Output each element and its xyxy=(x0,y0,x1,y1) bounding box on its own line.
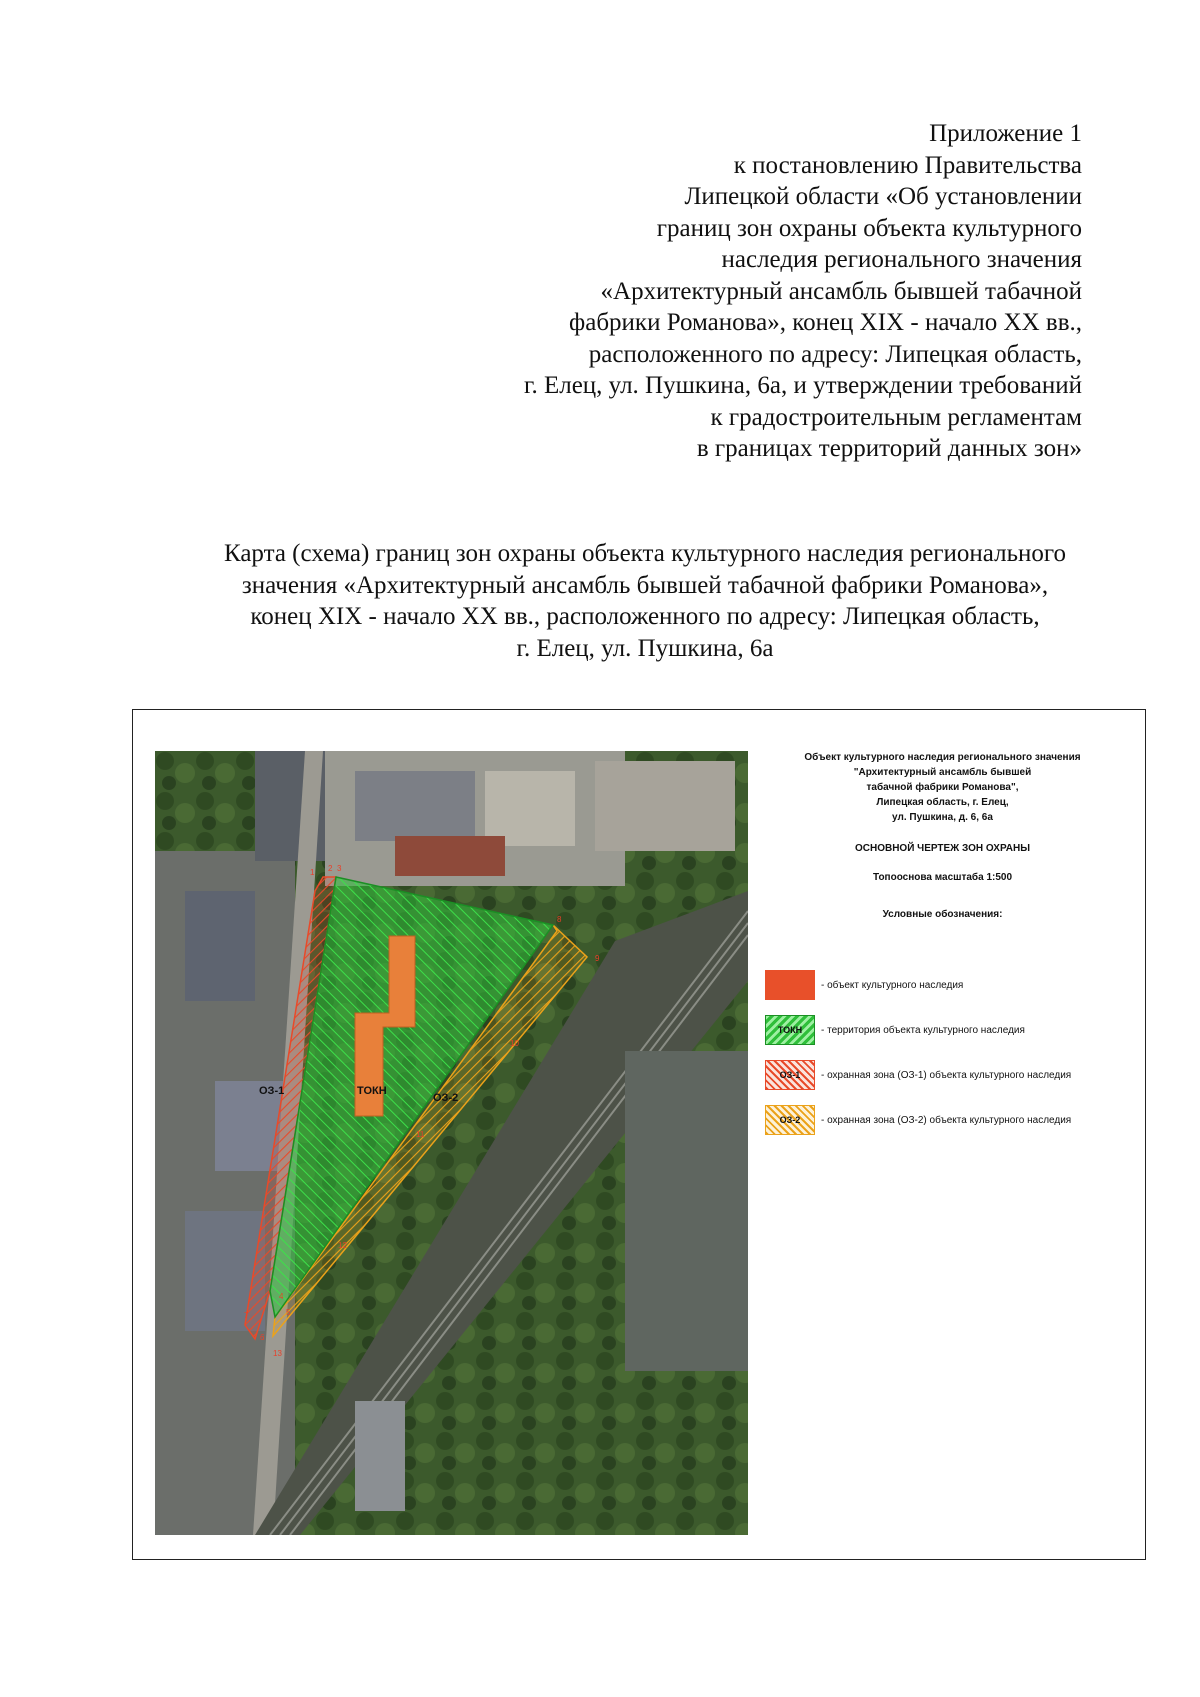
symbols-title: Условные обозначения: xyxy=(882,909,1003,920)
appendix-line: к градостроительным регламентам xyxy=(710,403,1082,431)
legend-swatch-oz2 xyxy=(765,1105,815,1135)
point-number: 13 xyxy=(273,1349,282,1358)
map-title-line: г. Елец, ул. Пушкина, 6а xyxy=(516,634,774,662)
map-legend xyxy=(765,750,1120,1126)
legend-swatch-code: ОЗ-2 xyxy=(779,1115,801,1125)
point-number: 9 xyxy=(595,954,600,963)
appendix-line: расположенного по адресу: Липецкая область, xyxy=(588,340,1082,368)
map-title-line: конец XIX - начало XX вв., расположенного по адресу: Липецкая область, xyxy=(250,603,1040,630)
label-oz1: ОЗ-1 xyxy=(259,1085,285,1097)
legend-item-text: - охранная зона (ОЗ-2) объекта культурного наследия xyxy=(821,1114,1072,1126)
point-number: 2 xyxy=(328,864,333,873)
label-tokn: ТОКН xyxy=(357,1085,387,1097)
legend-header-line: Объект культурного наследия регионального значения xyxy=(804,752,1081,763)
parking-area xyxy=(595,761,735,851)
point-number: 1 xyxy=(310,868,315,877)
point-number: 4 xyxy=(279,1292,284,1301)
point-number: 10 xyxy=(510,1039,519,1048)
appendix-line: к постановлению Правительства xyxy=(733,151,1082,179)
point-number: 12 xyxy=(338,1241,347,1250)
legend-header-line: ул. Пушкина, д. 6, 6а xyxy=(892,812,993,823)
building-roof xyxy=(485,771,575,846)
legend-swatch-code: ТОКН xyxy=(777,1025,803,1035)
map-svg xyxy=(155,751,748,1535)
building-roof xyxy=(395,836,505,876)
legend-item-text: - территория объекта культурного наследия xyxy=(821,1024,1025,1036)
legend-item-text: - охранная зона (ОЗ-1) объекта культурного наследия xyxy=(821,1069,1072,1081)
legend-swatch-tokn xyxy=(765,1015,815,1045)
legend-item-oz1 xyxy=(765,1060,1071,1090)
appendix-line: г. Елец, ул. Пушкина, 6а, и утверждении требований xyxy=(524,372,1082,399)
legend-swatch-object xyxy=(765,970,815,1000)
point-number: 5 xyxy=(286,1308,291,1317)
point-number: 7 xyxy=(244,1311,249,1320)
legend-header-line: табачной фабрики Романова", xyxy=(866,782,1019,793)
building-roof xyxy=(355,1401,405,1511)
aerial-map xyxy=(155,751,748,1535)
scale-note: Топооснова масштаба 1:500 xyxy=(872,872,1013,883)
map-title-line: значения «Архитектурный ансамбль бывшей табачной фабрики Романова», xyxy=(241,571,1049,599)
legend-header-line: "Архитектурный ансамбль бывшей xyxy=(853,767,1032,778)
label-oz2: ОЗ-2 xyxy=(433,1092,459,1104)
appendix-line: в границах территорий данных зон» xyxy=(696,435,1082,462)
drawing-title: ОСНОВНОЙ ЧЕРТЕЖ ЗОН ОХРАНЫ xyxy=(854,843,1031,854)
appendix-line: «Архитектурный ансамбль бывшей табачной xyxy=(600,277,1082,305)
appendix-line: фабрики Романова», конец XIX - начало XX вв., xyxy=(569,309,1082,336)
map-title-line: Карта (схема) границ зон охраны объекта культурного наследия регионального xyxy=(223,540,1067,567)
point-number: 3 xyxy=(337,864,342,873)
appendix-header xyxy=(362,118,1082,465)
legend-header-line: Липецкая область, г. Елец, xyxy=(876,797,1009,808)
point-number: 6 xyxy=(260,1333,265,1342)
appendix-line: Липецкой области «Об установлении xyxy=(684,183,1082,210)
map-title xyxy=(150,538,1140,664)
appendix-line: наследия регионального значения xyxy=(721,246,1082,273)
garage-area xyxy=(625,1051,748,1371)
point-number: 11 xyxy=(416,1130,425,1139)
point-number: 8 xyxy=(557,915,562,924)
legend-swatch-code: ОЗ-1 xyxy=(779,1070,801,1080)
building-roof xyxy=(355,771,475,841)
building-roof xyxy=(185,891,255,1001)
legend-swatch-oz1 xyxy=(765,1060,815,1090)
legend-item-oz2 xyxy=(765,1105,1071,1135)
legend-item-tokn xyxy=(765,1015,1025,1045)
legend-header xyxy=(765,750,1120,825)
legend-item-object xyxy=(765,970,963,1000)
appendix-line: границ зон охраны объекта культурного xyxy=(656,214,1082,242)
appendix-line: Приложение 1 xyxy=(929,120,1082,147)
legend-item-text: - объект культурного наследия xyxy=(821,979,964,991)
